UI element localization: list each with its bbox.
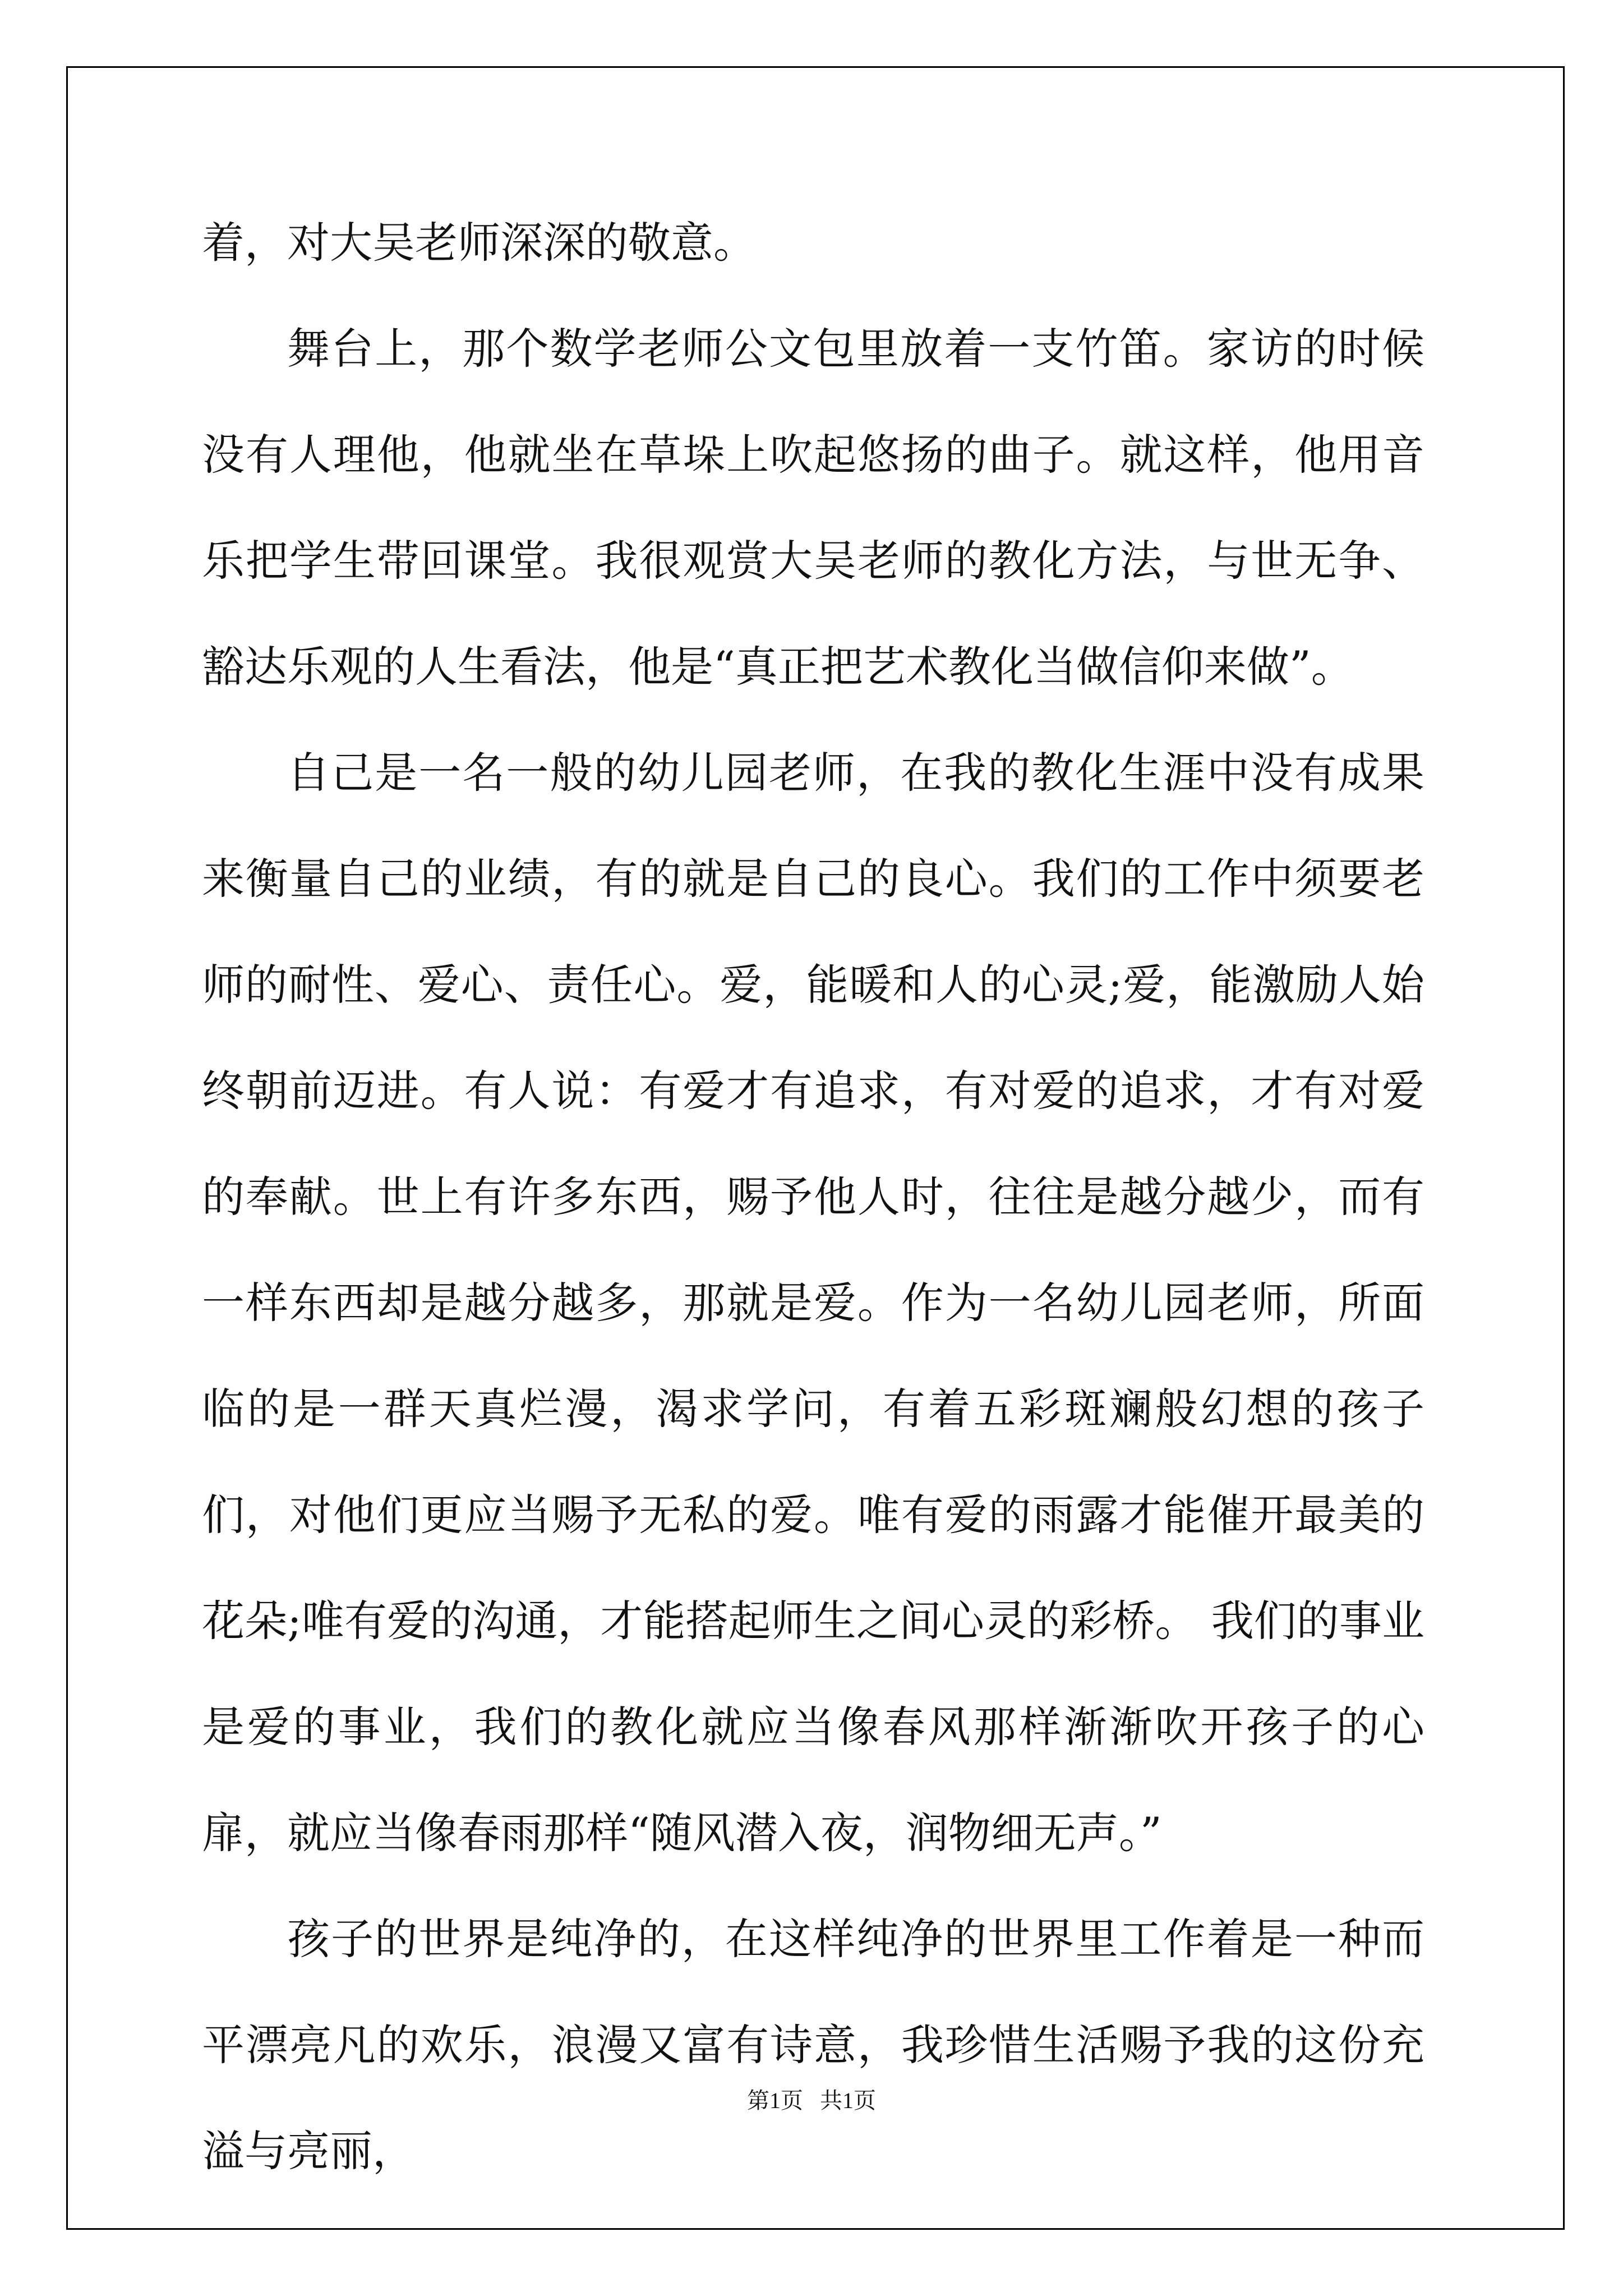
document-body: [202, 190, 1424, 2204]
page-number-footer: 第1页 共1页: [747, 2088, 876, 2113]
paragraph-3: 自己是一名一般的幼儿园老师，在我的教化生涯中没有成果来衡量自己的业绩，有的就是自己的良心。我们的工作中须要老师的耐性、爱心、责任心。爱，能暖和人的心灵;爱，能激励人始终朝前迈进。有人说：有爱才有追求，有对爱的追求，才有对爱的奉献。世上有许多东西，赐予他人时，往往是越分越少，而有一样东西却是越分越多，那就是爱。作为一名幼儿园老师，所面临的是一群天真烂漫，渴求学问，有着五彩斑斓般幻想的孩子们，对他们更应当赐予无私的爱。唯有爱的雨露才能催开最美的花朵;唯有爱的沟通，才能搭起师生之间心灵的彩桥。 我们的事业是爱的事业，我们的教化就应当像春风那样渐渐吹开孩子的心扉，就应当像春雨那样“随风潜入夜，润物细无声。”: [202, 748, 1424, 1858]
paragraph-4: 孩子的世界是纯净的，在这样纯净的世界里工作着是一种而平漂亮凡的欢乐，浪漫又富有诗意，我珍惜生活赐予我的这份充溢与亮丽，: [202, 1914, 1424, 2176]
paragraph-1: 着，对大吴老师深深的敬意。: [202, 218, 756, 268]
paragraph-2: 舞台上，那个数学老师公文包里放着一支竹笛。家访的时候没有人理他，他就坐在草垛上吹起悠扬的曲子。就这样，他用音乐把学生带回课堂。我很观赏大吴老师的教化方法，与世无争、豁达乐观的人生看法，他是“真正把艺术教化当做信仰来做”。: [202, 324, 1424, 692]
